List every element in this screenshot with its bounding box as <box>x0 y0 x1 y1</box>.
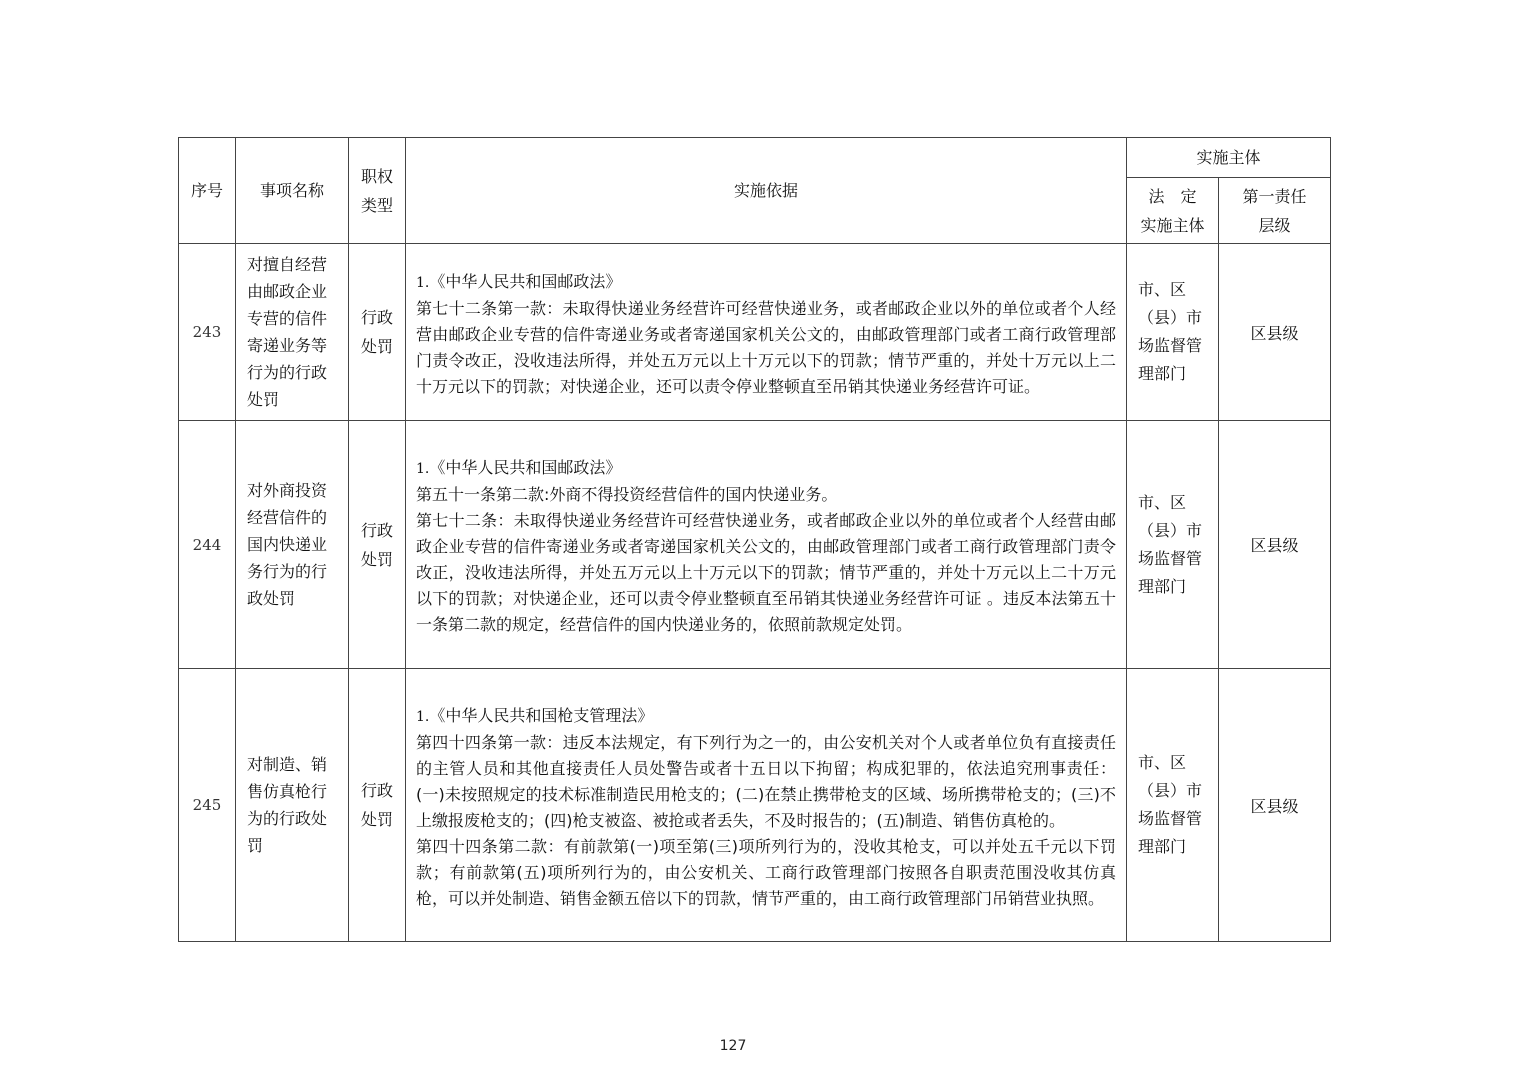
header-basis: 实施依据 <box>406 138 1127 244</box>
row-item-name: 对外商投资经营信件的国内快递业务行为的行政处罚 <box>236 421 349 669</box>
row-basis <box>406 421 1127 669</box>
row-power-type <box>349 669 406 942</box>
basis-law-name: 《中华人民共和国枪支管理法》 <box>429 705 654 725</box>
basis-law-title <box>416 455 1116 482</box>
basis-law-title <box>416 703 1116 730</box>
row-power-type <box>349 421 406 669</box>
row-first-level: 区县级 <box>1219 421 1331 669</box>
row-legal-subject: 市、区（县）市场监督管理部门 <box>1127 669 1219 942</box>
row-power-type <box>349 244 406 421</box>
row-basis <box>406 244 1127 421</box>
administrative-power-table <box>178 137 1331 942</box>
basis-law-number: 1. <box>416 708 430 725</box>
basis-text: 第七十二条第一款：未取得快递业务经营许可经营快递业务，或者邮政企业以外的单位或者个人经营由邮政企业专营的信件寄递业务或者寄递国家机关公文的，由邮政管理部门或者工商行政管理部门责令改正，没收违法所得，并处五万元以上十万元以下的罚款；情节严重的，并处十万元以上二十万元以下的罚款；对快递企业，还可以责令停业整顿直至吊销其快递业务经营许可证。 <box>416 298 1116 396</box>
header-subject-group: 实施主体 <box>1127 138 1331 178</box>
header-item-name: 事项名称 <box>236 138 349 244</box>
header-legal-subject: 法 定 实施主体 <box>1127 178 1219 244</box>
basis-law-name: 《中华人民共和国邮政法》 <box>429 271 622 291</box>
header-seq: 序号 <box>179 138 236 244</box>
basis-law-number: 1. <box>416 274 430 291</box>
row-seq: 244 <box>179 421 236 669</box>
row-first-level: 区县级 <box>1219 669 1331 942</box>
row-basis <box>406 669 1127 942</box>
table-row <box>179 669 1331 942</box>
row-legal-subject: 市、区（县）市场监督管理部门 <box>1127 244 1219 421</box>
basis-law-number: 1. <box>416 461 430 477</box>
basis-law-name: 《中华人民共和国邮政法》 <box>429 458 622 477</box>
header-first-level: 第一责任 层级 <box>1219 178 1331 244</box>
table-row <box>179 244 1331 421</box>
table-row <box>179 421 1331 669</box>
row-item-name: 对制造、销售仿真枪行为的行政处罚 <box>236 669 349 942</box>
basis-law-title <box>416 269 1116 296</box>
header-power-type-text: 职权类型 <box>360 166 393 215</box>
row-seq: 243 <box>179 244 236 421</box>
basis-text: 第五十一条第二款:外商不得投资经营信件的国内快递业务。 第七十二条：未取得快递业务经营许可经营快递业务，或者邮政企业以外的单位或者个人经营由邮政企业专营的信件寄递业务或者寄递国家机关公文的，由邮政管理部门或者工商行政管理部门责令改正，没收违法所得，并处五万元以上十万元以下的罚款；情节严重的，并处十万元以上二十万元以下的罚款；对快递企业，还可以责令停业整顿直至吊销其快递业务经营许可证 。违反本法第五十一条第二款的规定，经营信件的国内快递业务的，依照前款规定处罚。 <box>416 485 1116 634</box>
header-power-type <box>349 138 406 244</box>
row-first-level: 区县级 <box>1219 244 1331 421</box>
row-legal-subject: 市、区（县）市场监督管理部门 <box>1127 421 1219 669</box>
row-power-type-text: 行政处罚 <box>360 781 393 829</box>
row-power-type-text: 行政处罚 <box>360 520 393 569</box>
row-power-type-text: 行政处罚 <box>360 308 393 356</box>
row-item-name: 对擅自经营由邮政企业专营的信件寄递业务等行为的行政处罚 <box>236 244 349 421</box>
page-number: 127 <box>719 1038 747 1054</box>
row-seq: 245 <box>179 669 236 942</box>
basis-text: 第四十四条第一款：违反本法规定，有下列行为之一的，由公安机关对个人或者单位负有直接责任的主管人员和其他直接责任人员处警告或者十五日以下拘留；构成犯罪的，依法追究刑事责任：(一)未按照规定的技术标准制造民用枪支的；(二)在禁止携带枪支的区域、场所携带枪支的；(三)不上缴报废枪支的；(四)枪支被盗、被抢或者丢失，不及时报告的；(五)制造、销售仿真枪的。 第四十四条第二款：有前款第(一)项至第(三)项所列行为的，没收其枪支，可以并处五千元以下罚款；有前款第(五)项所列行为的，由公安机关、工商行政管理部门按照各自职责范围没收其仿真枪，可以并处制造、销售金额五倍以下的罚款，情节严重的，由工商行政管理部门吊销营业执照。 <box>416 732 1116 908</box>
